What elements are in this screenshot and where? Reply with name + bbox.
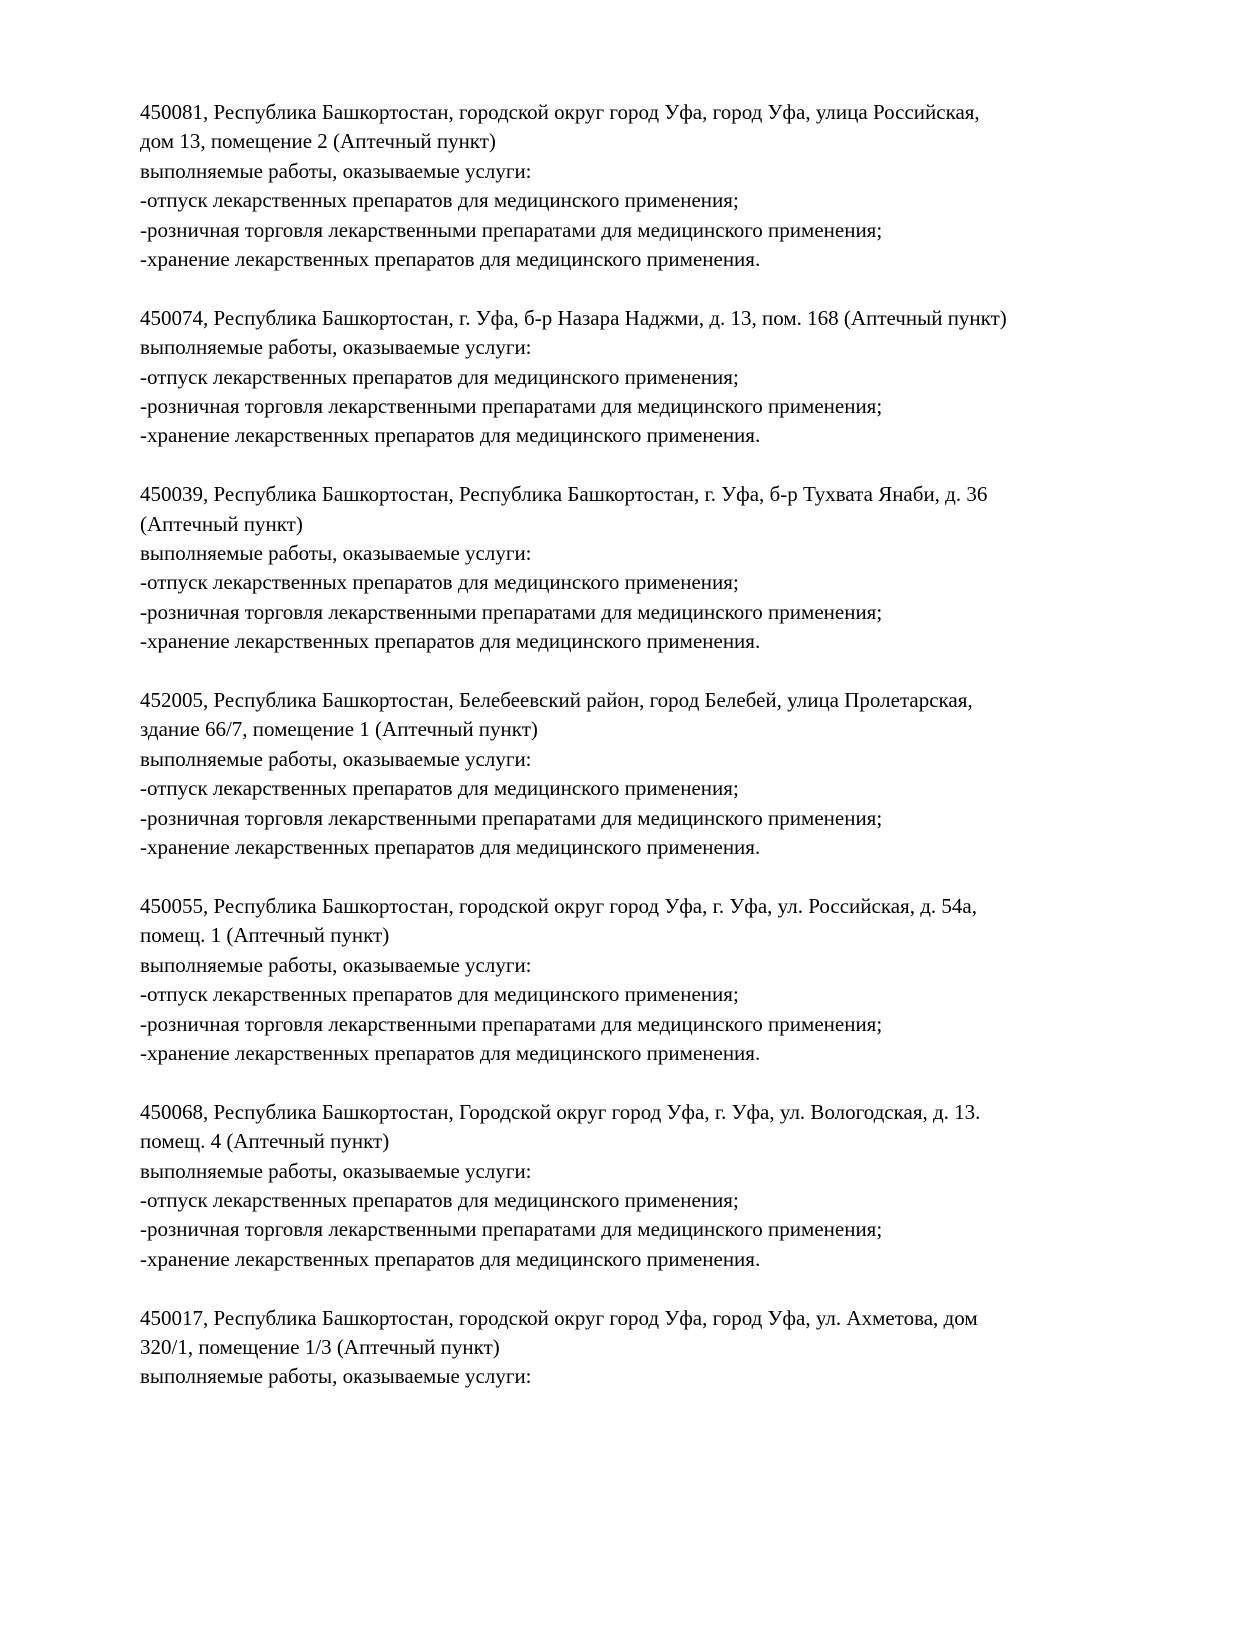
service-item: -хранение лекарственных препаратов для медицинского применения. <box>140 423 761 448</box>
service-item: -отпуск лекарственных препаратов для медицинского применения; <box>140 776 739 801</box>
address-line: 450081, Республика Башкортостан, городской округ город Уфа, город Уфа, улица Российская, <box>140 100 980 124</box>
service-item: -отпуск лекарственных препаратов для медицинского применения; <box>140 570 739 595</box>
license-address-entry <box>140 686 1150 862</box>
service-item: -розничная торговля лекарственными препаратами для медицинского применения; <box>140 1011 883 1036</box>
service-item: -хранение лекарственных препаратов для медицинского применения. <box>140 1246 761 1271</box>
license-address-entry <box>140 480 1150 656</box>
address-line: 450039, Республика Башкортостан, Республика Башкортостан, г. Уфа, б-р Тухвата Янаби, д. 36 <box>140 482 988 507</box>
address-line: помещ. 4 (Аптечный пункт) <box>140 1129 390 1154</box>
license-address-entry <box>140 1304 1150 1392</box>
service-item: -хранение лекарственных препаратов для медицинского применения. <box>140 835 761 860</box>
address-line: 450055, Республика Башкортостан, городской округ город Уфа, г. Уфа, ул. Российская, д. 54а, <box>140 893 977 918</box>
works-header: выполняемые работы, оказываемые услуги: <box>140 952 532 977</box>
service-item: -розничная торговля лекарственными препаратами для медицинского применения; <box>140 599 883 624</box>
works-header: выполняемые работы, оказываемые услуги: <box>140 1364 532 1389</box>
address-line: 450074, Республика Башкортостан, г. Уфа, б-р Назара Наджми, д. 13, пом. 168 (Аптечный пункт) <box>140 305 1007 330</box>
service-item: -розничная торговля лекарственными препаратами для медицинского применения; <box>140 805 883 830</box>
address-line: дом 13, помещение 2 (Аптечный пункт) <box>140 129 496 154</box>
works-header: выполняемые работы, оказываемые услуги: <box>140 1158 532 1183</box>
service-item: -розничная торговля лекарственными препаратами для медицинского применения; <box>140 394 883 419</box>
works-header: выполняемые работы, оказываемые услуги: <box>140 746 532 771</box>
service-item: -хранение лекарственных препаратов для медицинского применения. <box>140 629 761 654</box>
address-line: 450068, Республика Башкортостан, Городской округ город Уфа, г. Уфа, ул. Вологодская, д. 13. <box>140 1099 981 1124</box>
address-line: 452005, Республика Башкортостан, Белебеевский район, город Белебей, улица Пролетарская, <box>140 688 973 713</box>
service-item: -хранение лекарственных препаратов для медицинского применения. <box>140 247 761 272</box>
service-item: -хранение лекарственных препаратов для медицинского применения. <box>140 1040 761 1065</box>
service-item: -отпуск лекарственных препаратов для медицинского применения; <box>140 364 739 389</box>
address-line: 320/1, помещение 1/3 (Аптечный пункт) <box>140 1334 500 1359</box>
works-header: выполняемые работы, оказываемые услуги: <box>140 541 532 566</box>
license-address-entry <box>140 304 1150 451</box>
address-line: 450017, Республика Башкортостан, городской округ город Уфа, город Уфа, ул. Ахметова, дом <box>140 1305 978 1330</box>
works-header: выполняемые работы, оказываемые услуги: <box>140 158 532 183</box>
service-item: -розничная торговля лекарственными препаратами для медицинского применения; <box>140 1217 883 1242</box>
service-item: -отпуск лекарственных препаратов для медицинского применения; <box>140 188 739 213</box>
license-address-entry <box>140 98 1150 274</box>
license-address-entry <box>140 892 1150 1068</box>
service-item: -отпуск лекарственных препаратов для медицинского применения; <box>140 1187 739 1212</box>
service-item: -отпуск лекарственных препаратов для медицинского применения; <box>140 982 739 1007</box>
address-line: (Аптечный пункт) <box>140 511 303 536</box>
license-address-entry <box>140 1098 1150 1274</box>
license-addresses-list <box>140 98 1150 1421</box>
works-header: выполняемые работы, оказываемые услуги: <box>140 335 532 360</box>
address-line: помещ. 1 (Аптечный пункт) <box>140 923 390 948</box>
address-line: здание 66/7, помещение 1 (Аптечный пункт) <box>140 717 538 742</box>
service-item: -розничная торговля лекарственными препаратами для медицинского применения; <box>140 217 883 242</box>
